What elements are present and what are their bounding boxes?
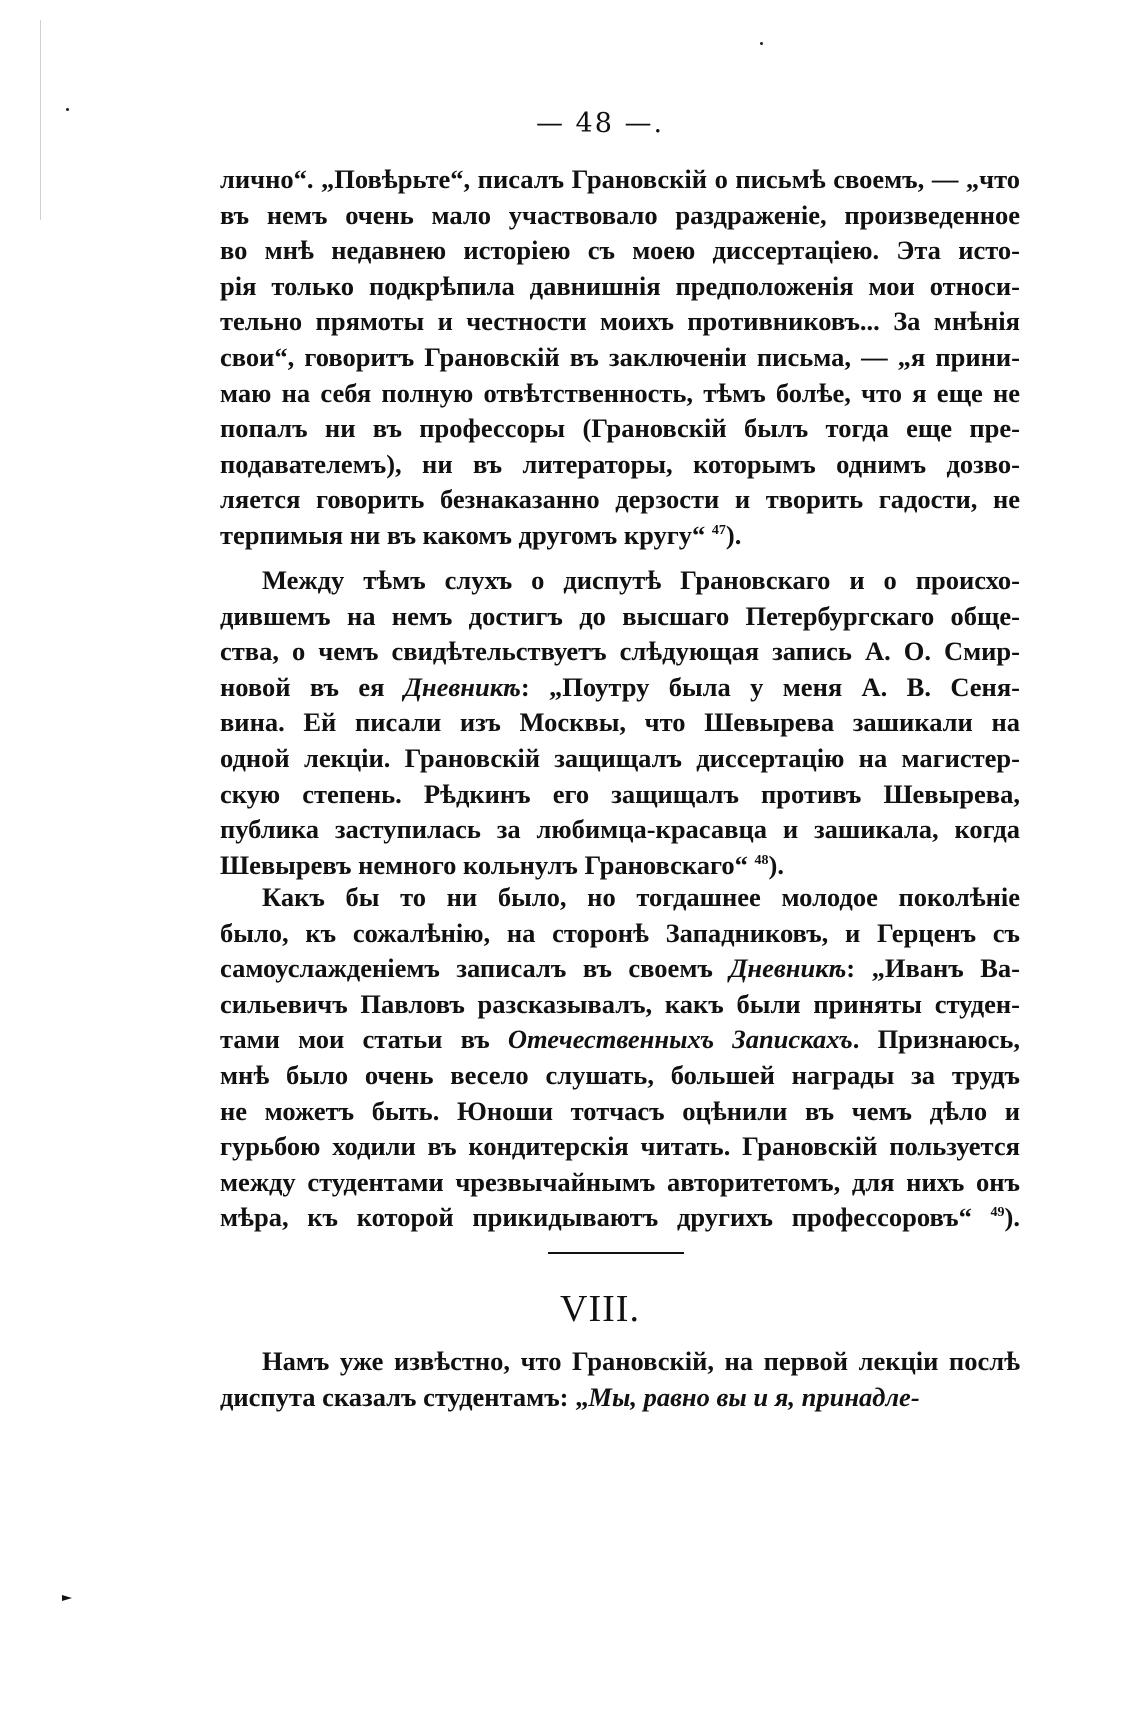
- text-fragment: ).: [1004, 1202, 1020, 1233]
- text-line: въ немъ очень мало участвовало раздраженіе, произведенное: [220, 199, 1020, 230]
- text-line: мнѣ было очень весело слушать, большей награды за трудъ: [220, 1059, 1020, 1090]
- text-fragment: ).: [725, 519, 742, 550]
- text-line: было, къ сожалѣнію, на сторонѣ Западниковъ, и Герценъ съ: [220, 917, 1020, 948]
- footnote-marker: 47: [711, 522, 726, 538]
- text-line: Между тѣмъ слухъ о диспутѣ Грановскаго и о происхо-: [262, 565, 1020, 595]
- text-fragment: . Признаюсь,: [852, 1024, 1020, 1055]
- text-line: [220, 518, 1020, 554]
- text-fragment: ).: [768, 849, 784, 880]
- text-line: дившемъ на немъ достигъ до высшаго Петербургскаго обще-: [220, 600, 1020, 631]
- text-line: [220, 848, 1020, 884]
- footnote-marker: 48: [754, 852, 769, 868]
- text-fragment: тами мои статьи въ: [220, 1024, 508, 1055]
- italic-title: Дневникѣ: [403, 671, 521, 702]
- section-heading: VIII.: [560, 1288, 640, 1330]
- text-line: скую степень. Рѣдкинъ его защищалъ противъ Шевырева,: [220, 778, 1020, 809]
- text-line: ства, о чемъ свидѣтельствуетъ слѣдующая запись А. О. Смир-: [220, 636, 1020, 667]
- paragraph-4: [220, 1344, 1020, 1415]
- section-divider: [548, 1252, 684, 1254]
- text-line: Намъ уже извѣстно, что Грановскій, на первой лекціи послѣ: [262, 1346, 1020, 1376]
- italic-quote: Мы, равно вы и я, принадле-: [588, 1381, 920, 1412]
- paragraph-3: [220, 880, 1020, 1236]
- text-fragment: новой въ ея: [220, 671, 404, 702]
- text-fragment: мѣра, къ которой прикидываютъ другихъ профессоровъ“: [220, 1202, 972, 1233]
- text-fragment: терпимыя ни въ какомъ другомъ кругу“: [220, 519, 706, 550]
- text-fragment: Шевыревъ немного кольнулъ Грановскаго“: [220, 849, 748, 880]
- text-line: одной лекціи. Грановскій защищалъ диссертацію на магистер-: [220, 742, 1020, 773]
- footnote-marker: 49: [990, 1205, 1005, 1221]
- italic-title: Отечественныхъ Запискахъ: [507, 1024, 853, 1055]
- scan-speck: [760, 42, 763, 45]
- text-line: публика заступилась за любимца-красавца и зашикала, когда: [220, 814, 1020, 845]
- text-line: между студентами чрезвычайнымъ авторитетомъ, для нихъ онъ: [220, 1166, 1020, 1197]
- text-line: рія только подкрѣпила давнишнія предположенія мои относи-: [220, 270, 1020, 301]
- text-line: тельно прямоты и честности моихъ противниковъ... За мнѣнія: [220, 306, 1020, 337]
- text-line: во мнѣ недавнею исторіею съ моею диссертаціею. Эта исто-: [220, 235, 1020, 266]
- text-line: подавателемъ), ни въ литераторы, которымъ однимъ дозво-: [220, 448, 1020, 479]
- text-line: [220, 670, 1020, 706]
- text-line: попалъ ни въ профессоры (Грановскій былъ тогда еще пре-: [220, 413, 1020, 444]
- page-number: — 48 —.: [535, 108, 665, 139]
- text-line: [220, 1200, 1020, 1236]
- text-fragment: диспута сказалъ студентамъ: „: [220, 1381, 589, 1412]
- italic-title: Дневникѣ: [729, 953, 847, 984]
- text-line: Какъ бы то ни было, но тогдашнее молодое поколѣніе: [262, 882, 1020, 912]
- text-fragment: : „Поутру была у меня А. В. Сеня-: [520, 671, 1020, 702]
- text-line: вина. Ей писали изъ Москвы, что Шевырева зашикали на: [220, 707, 1020, 738]
- text-line: гурьбою ходили въ кондитерскія читать. Грановскій пользуется: [220, 1131, 1020, 1162]
- scan-edge-mark: [62, 1595, 72, 1601]
- text-line: [220, 1380, 1020, 1416]
- text-line: [220, 1022, 1020, 1058]
- text-fragment: : „Иванъ Ва-: [846, 953, 1020, 984]
- text-line: [220, 951, 1020, 987]
- text-fragment: самоуслажденіемъ записалъ въ своемъ: [220, 953, 730, 984]
- paragraph-2: [220, 563, 1020, 883]
- text-line: не можетъ быть. Юноши тотчасъ оцѣнили въ чемъ дѣло и: [220, 1095, 1020, 1126]
- text-line: сильевичъ Павловъ разсказывалъ, какъ были приняты студен-: [220, 988, 1020, 1019]
- text-line: свои“, говоритъ Грановскій въ заключеніи письма, — „я прини-: [220, 341, 1020, 372]
- scan-edge-line: [40, 20, 41, 220]
- text-line: ляется говорить безнаказанно дерзости и творить гадости, не: [220, 484, 1020, 515]
- text-line: маю на себя полную отвѣтственность, тѣмъ болѣе, что я еще не: [220, 377, 1020, 408]
- text-line: лично“. „Повѣрьте“, писалъ Грановскій о письмѣ своемъ, — „что: [220, 164, 1020, 194]
- paragraph-1: [220, 162, 1020, 554]
